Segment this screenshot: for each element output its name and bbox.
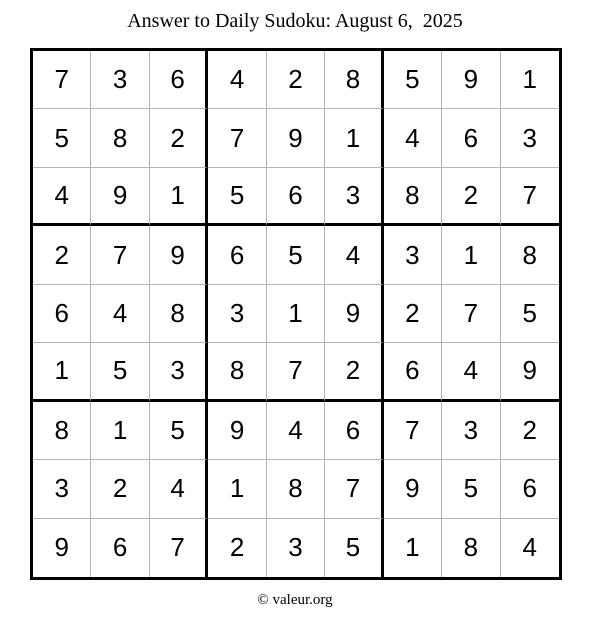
sudoku-cell[interactable]: 2	[150, 109, 208, 167]
sudoku-cell[interactable]: 4	[522, 532, 537, 563]
sudoku-cell[interactable]: 8	[501, 226, 559, 284]
sudoku-cell[interactable]: 8	[325, 51, 383, 109]
sudoku-cell[interactable]: 6	[442, 109, 500, 167]
sudoku-cell[interactable]: 9	[91, 168, 149, 226]
sudoku-cell[interactable]: 2	[501, 402, 559, 460]
sudoku-cell[interactable]: 9	[384, 460, 442, 518]
sudoku-cell[interactable]: 8	[208, 343, 266, 401]
sudoku-cell[interactable]: 9	[33, 519, 91, 577]
copyright-footer: © valeur.org	[257, 592, 333, 608]
sudoku-cell[interactable]: 6	[384, 343, 442, 401]
sudoku-cell[interactable]: 3	[267, 519, 325, 577]
sudoku-cell[interactable]: 6	[208, 226, 266, 284]
sudoku-cell[interactable]: 8	[267, 460, 325, 518]
sudoku-cell[interactable]: 5	[267, 226, 325, 284]
sudoku-cell[interactable]: 2	[384, 285, 442, 343]
sudoku-cell[interactable]: 8	[91, 109, 149, 167]
sudoku-cell[interactable]: 5	[33, 109, 91, 167]
sudoku-cell[interactable]: 9	[150, 226, 208, 284]
sudoku-cell[interactable]: 2	[33, 226, 91, 284]
sudoku-cell[interactable]: 7	[91, 226, 149, 284]
sudoku-cell[interactable]: 1	[442, 226, 500, 284]
sudoku-cell[interactable]: 6	[325, 402, 383, 460]
sudoku-cell[interactable]: 1	[267, 285, 325, 343]
sudoku-cell[interactable]: 2	[208, 519, 266, 577]
sudoku-cell[interactable]: 7	[325, 460, 383, 518]
sudoku-cell[interactable]: 7	[208, 109, 266, 167]
sudoku-cell[interactable]: 7	[384, 402, 442, 460]
sudoku-cell[interactable]: 9	[325, 285, 383, 343]
sudoku-cell[interactable]: 3	[150, 343, 208, 401]
sudoku-cell[interactable]: 4	[150, 460, 208, 518]
sudoku-cell[interactable]: 5	[384, 51, 442, 109]
sudoku-cell[interactable]: 2	[91, 460, 149, 518]
sudoku-cell[interactable]: 1	[208, 460, 266, 518]
sudoku-cell[interactable]: 1	[501, 51, 559, 109]
sudoku-cell[interactable]: 3	[208, 285, 266, 343]
sudoku-cell[interactable]: 2	[267, 51, 325, 109]
sudoku-cell[interactable]: 5	[208, 168, 266, 226]
sudoku-cell[interactable]: 5	[325, 519, 383, 577]
sudoku-cell[interactable]: 9	[208, 402, 266, 460]
sudoku-cell[interactable]: 8	[33, 402, 91, 460]
sudoku-cell[interactable]: 4	[325, 226, 383, 284]
sudoku-cell[interactable]: 1	[325, 109, 383, 167]
sudoku-cell[interactable]: 6	[150, 51, 208, 109]
sudoku-cell[interactable]: 7	[442, 285, 500, 343]
sudoku-cell[interactable]: 6	[267, 168, 325, 226]
sudoku-cell[interactable]: 4	[384, 109, 442, 167]
sudoku-cell[interactable]: 1	[91, 402, 149, 460]
sudoku-cell[interactable]: 4	[208, 51, 266, 109]
sudoku-cell[interactable]: 5	[442, 460, 500, 518]
sudoku-cell[interactable]: 1	[33, 343, 91, 401]
sudoku-cell[interactable]: 3	[325, 168, 383, 226]
sudoku-cell[interactable]: 4	[267, 402, 325, 460]
sudoku-grid	[30, 48, 562, 580]
sudoku-cell[interactable]: 4	[33, 168, 91, 226]
sudoku-cell[interactable]: 2	[442, 168, 500, 226]
sudoku-cell[interactable]: 5	[501, 285, 559, 343]
sudoku-cell[interactable]: 3	[501, 109, 559, 167]
sudoku-cell[interactable]: 8	[150, 285, 208, 343]
sudoku-cell[interactable]: 2	[325, 343, 383, 401]
sudoku-cell[interactable]: 7	[501, 168, 559, 226]
sudoku-cell[interactable]: 7	[150, 519, 208, 577]
sudoku-cell[interactable]: 9	[501, 343, 559, 401]
sudoku-cell[interactable]: 1	[384, 519, 442, 577]
sudoku-cell[interactable]: 9	[442, 51, 500, 109]
sudoku-cell[interactable]: 7	[267, 343, 325, 401]
sudoku-cell[interactable]: 8	[442, 519, 500, 577]
sudoku-cell[interactable]: 9	[267, 109, 325, 167]
sudoku-cell[interactable]: 3	[442, 402, 500, 460]
sudoku-cell[interactable]: 6	[501, 460, 559, 518]
puzzle-title: Answer to Daily Sudoku: August 6, 2025	[127, 10, 463, 32]
sudoku-cell[interactable]: 4	[91, 285, 149, 343]
sudoku-cell[interactable]: 8	[384, 168, 442, 226]
sudoku-cell[interactable]: 6	[33, 285, 91, 343]
sudoku-cell[interactable]: 6	[91, 519, 149, 577]
sudoku-cell[interactable]: 5	[150, 402, 208, 460]
sudoku-cell[interactable]: 1	[150, 168, 208, 226]
sudoku-cell[interactable]: 3	[33, 460, 91, 518]
sudoku-cell[interactable]: 5	[91, 343, 149, 401]
sudoku-cell[interactable]: 4	[442, 343, 500, 401]
sudoku-cell[interactable]: 7	[33, 51, 91, 109]
sudoku-cell[interactable]: 3	[384, 226, 442, 284]
sudoku-cell[interactable]: 3	[91, 51, 149, 109]
